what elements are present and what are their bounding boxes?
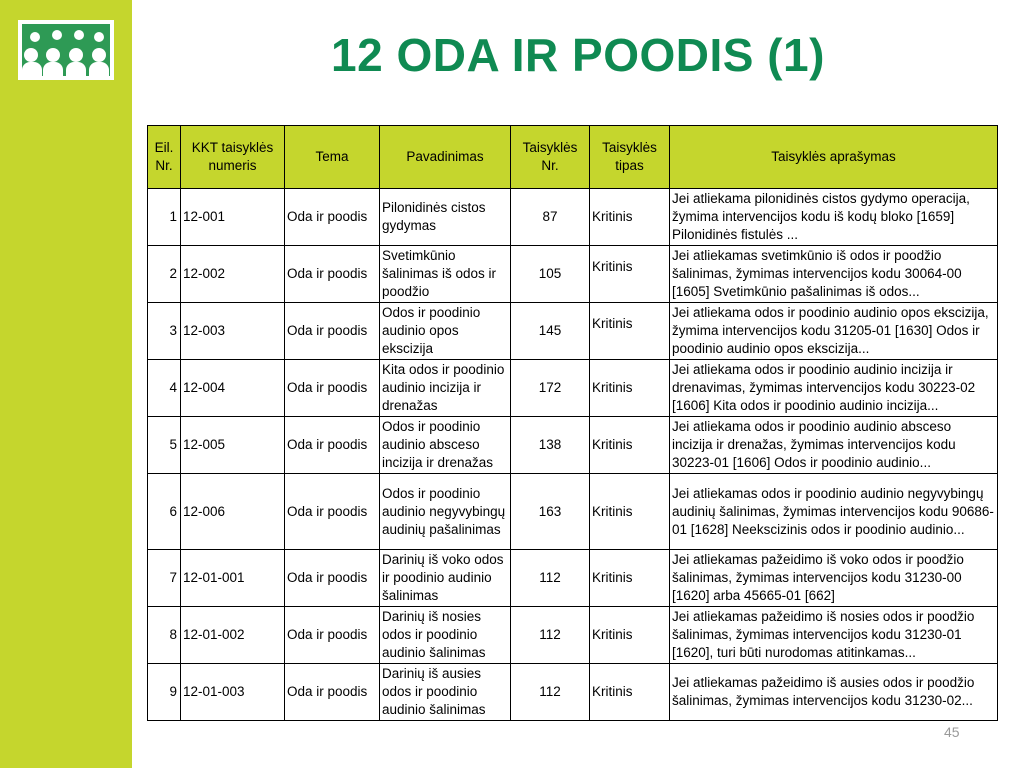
header-tema: Tema <box>285 126 380 189</box>
cell-aprasymas: Jei atliekama odos ir poodinio audinio absceso incizija ir drenažas, žymimas intervencijos kodu 30223-01 [1606] Odos ir poodinio audinio... <box>670 417 998 474</box>
cell-aprasymas: Jei atliekamas pažeidimo iš ausies odos ir poodžio šalinimas, žymimas intervencijos kodu 31230-02... <box>670 664 998 721</box>
cell-taisykles-nr: 112 <box>511 664 590 721</box>
cell-pavadinimas: Svetimkūnio šalinimas iš odos ir poodžio <box>380 246 511 303</box>
cell-taisykles-nr: 105 <box>511 246 590 303</box>
cell-pavadinimas: Darinių iš voko odos ir poodinio audinio šalinimas <box>380 550 511 607</box>
cell-tema: Oda ir poodis <box>285 474 380 550</box>
cell-taisykles-nr: 163 <box>511 474 590 550</box>
cell-tipas: Kritinis <box>590 607 670 664</box>
table-row <box>148 550 998 607</box>
cell-pavadinimas: Odos ir poodinio audinio negyvybingų audinių pašalinimas <box>380 474 511 550</box>
cell-kkt: 12-001 <box>181 189 285 246</box>
cell-tipas: Kritinis <box>590 246 670 303</box>
cell-aprasymas: Jei atliekamas pažeidimo iš nosies odos ir poodžio šalinimas, žymimas intervencijos kodu 31230-01 [1620], turi būti nurodomas atitinkamas... <box>670 607 998 664</box>
cell-kkt: 12-01-001 <box>181 550 285 607</box>
cell-tipas: Kritinis <box>590 189 670 246</box>
header-pavadinimas: Pavadinimas <box>380 126 511 189</box>
sidebar-strip <box>0 0 132 768</box>
cell-tema: Oda ir poodis <box>285 607 380 664</box>
header-aprasymas: Taisyklės aprašymas <box>670 126 998 189</box>
cell-nr: 6 <box>148 474 181 550</box>
slide-title: 12 ODA IR POODIS (1) <box>331 29 825 81</box>
cell-tema: Oda ir poodis <box>285 189 380 246</box>
cell-nr: 1 <box>148 189 181 246</box>
page-number: 45 <box>944 724 960 740</box>
cell-taisykles-nr: 145 <box>511 303 590 360</box>
cell-kkt: 12-004 <box>181 360 285 417</box>
cell-tema: Oda ir poodis <box>285 360 380 417</box>
table-row <box>148 303 998 360</box>
cell-nr: 8 <box>148 607 181 664</box>
logo <box>18 20 114 80</box>
cell-kkt: 12-006 <box>181 474 285 550</box>
cell-nr: 7 <box>148 550 181 607</box>
table-row <box>148 189 998 246</box>
cell-kkt: 12-005 <box>181 417 285 474</box>
cell-tema: Oda ir poodis <box>285 664 380 721</box>
cell-tipas: Kritinis <box>590 664 670 721</box>
cell-taisykles-nr: 138 <box>511 417 590 474</box>
cell-tema: Oda ir poodis <box>285 550 380 607</box>
table-header-row <box>148 126 998 189</box>
rules-table <box>147 125 998 721</box>
cell-tema: Oda ir poodis <box>285 417 380 474</box>
cell-tema: Oda ir poodis <box>285 246 380 303</box>
cell-aprasymas: Jei atliekamas pažeidimo iš voko odos ir poodžio šalinimas, žymimas intervencijos kodu 31230-00 [1620] arba 45665-01 [662] <box>670 550 998 607</box>
cell-nr: 9 <box>148 664 181 721</box>
cell-taisykles-nr: 112 <box>511 550 590 607</box>
cell-nr: 3 <box>148 303 181 360</box>
cell-tema: Oda ir poodis <box>285 303 380 360</box>
cell-tipas: Kritinis <box>590 474 670 550</box>
cell-tipas: Kritinis <box>590 303 670 360</box>
cell-aprasymas: Jei atliekama odos ir poodinio audinio opos ekscizija, žymima intervencijos kodu 31205-01 [1630] Odos ir poodinio audinio opos ekscizija... <box>670 303 998 360</box>
table-row <box>148 474 998 550</box>
cell-taisykles-nr: 112 <box>511 607 590 664</box>
cell-kkt: 12-01-003 <box>181 664 285 721</box>
cell-tipas: Kritinis <box>590 550 670 607</box>
cell-nr: 2 <box>148 246 181 303</box>
table-row <box>148 664 998 721</box>
header-taisykles-nr: Taisyklės Nr. <box>511 126 590 189</box>
cell-aprasymas: Jei atliekama odos ir poodinio audinio incizija ir drenavimas, žymimas intervencijos kodu 30223-02 [1606] Kita odos ir poodinio audinio incizija... <box>670 360 998 417</box>
header-taisykles-tipas: Taisyklės tipas <box>590 126 670 189</box>
cell-tipas: Kritinis <box>590 417 670 474</box>
cell-kkt: 12-002 <box>181 246 285 303</box>
cell-tipas: Kritinis <box>590 360 670 417</box>
table-row <box>148 607 998 664</box>
cell-aprasymas: Jei atliekamas svetimkūnio iš odos ir poodžio šalinimas, žymimas intervencijos kodu 30064-00 [1605] Svetimkūnio pašalinimas iš odos... <box>670 246 998 303</box>
cell-pavadinimas: Pilonidinės cistos gydymas <box>380 189 511 246</box>
cell-pavadinimas: Odos ir poodinio audinio absceso incizija ir drenažas <box>380 417 511 474</box>
cell-pavadinimas: Darinių iš ausies odos ir poodinio audinio šalinimas <box>380 664 511 721</box>
header-nr: Eil. Nr. <box>148 126 181 189</box>
cell-taisykles-nr: 172 <box>511 360 590 417</box>
cell-nr: 5 <box>148 417 181 474</box>
cell-aprasymas: Jei atliekamas odos ir poodinio audinio negyvybingų audinių šalinimas, žymimas intervencijos kodu 90686-01 [1628] Neekscizinis odos ir poodinio audinio... <box>670 474 998 550</box>
cell-taisykles-nr: 87 <box>511 189 590 246</box>
cell-pavadinimas: Darinių iš nosies odos ir poodinio audinio šalinimas <box>380 607 511 664</box>
cell-pavadinimas: Odos ir poodinio audinio opos ekscizija <box>380 303 511 360</box>
cell-kkt: 12-003 <box>181 303 285 360</box>
table-row <box>148 246 998 303</box>
header-kkt: KKT taisyklės numeris <box>181 126 285 189</box>
people-logo-icon <box>22 24 110 76</box>
cell-pavadinimas: Kita odos ir poodinio audinio incizija ir drenažas <box>380 360 511 417</box>
table-row <box>148 417 998 474</box>
cell-kkt: 12-01-002 <box>181 607 285 664</box>
table-row <box>148 360 998 417</box>
cell-nr: 4 <box>148 360 181 417</box>
cell-aprasymas: Jei atliekama pilonidinės cistos gydymo operacija, žymima intervencijos kodu iš kodų bloko [1659] Pilonidinės fistulės ... <box>670 189 998 246</box>
